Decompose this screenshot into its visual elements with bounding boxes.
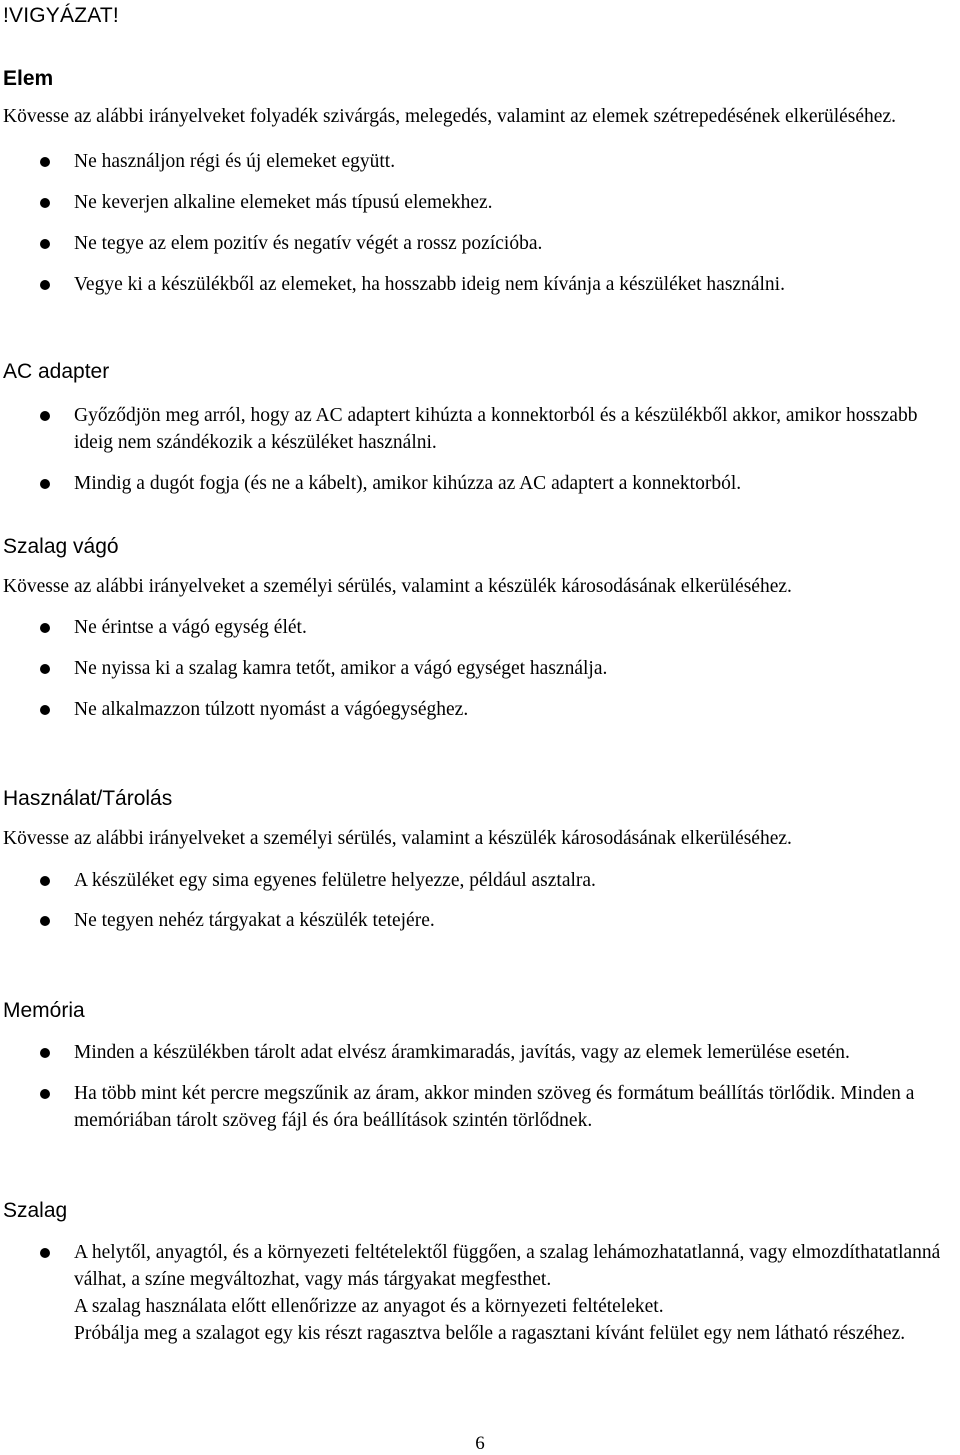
section-title: Szalag (3, 1199, 68, 1222)
section-elem (3, 65, 958, 298)
list-item: Ne nyissa ki a szalag kamra tetőt, amikor a vágó egységet használja. (3, 655, 958, 682)
list-item: A helytől, anyagtól, és a környezeti feltételektől függően, a szalag lehámozhatatlanná, vagy elmozdíthatatlanná válhat, a színe megváltozhat, vagy más tárgyakat megfesthet. A szalag használata előtt ellenőrizze az anyagot és a környezeti feltételeket. Próbálja meg a szalagot egy kis részt ragasztva belőle a ragasztani kívánt felület egy nem látható részéhez. (3, 1239, 958, 1347)
bullet-icon (40, 664, 50, 674)
list-item: Ne tegyen nehéz tárgyakat a készülék tetejére. (3, 907, 958, 934)
bullet-icon (40, 1048, 50, 1058)
list-item: Ne tegye az elem pozitív és negatív végét a rossz pozícióba. (3, 230, 958, 257)
bullet-icon (40, 876, 50, 886)
bullet-list (3, 1039, 958, 1134)
section-title: Elem (3, 67, 54, 90)
section-intro: Kövesse az alábbi irányelveket a személyi sérülés, valamint a készülék károsodásának elkerüléséhez. (3, 576, 792, 597)
bullet-icon (40, 157, 50, 167)
list-item: Ne használjon régi és új elemeket együtt. (3, 148, 958, 175)
bullet-list (3, 1239, 958, 1347)
list-item: Ne alkalmazzon túlzott nyomást a vágóegységhez. (3, 696, 958, 723)
list-item: Győződjön meg arról, hogy az AC adaptert kihúzta a konnektorból és a készülékből akkor, amikor hosszabb ideig nem szándékozik a készüléket használni. (3, 402, 958, 456)
section-intro: Kövesse az alábbi irányelveket a személyi sérülés, valamint a készülék károsodásának elkerüléséhez. (3, 828, 792, 849)
bullet-list (3, 402, 958, 497)
bullet-list (3, 867, 958, 934)
bullet-icon (40, 280, 50, 290)
section-title: Szalag vágó (3, 535, 119, 558)
list-item: Vegye ki a készülékből az elemeket, ha hosszabb ideig nem kívánja a készüléket használni. (3, 271, 958, 298)
section-memory (3, 997, 958, 1134)
section-intro: Kövesse az alábbi irányelveket folyadék szivárgás, melegedés, valamint az elemek szétrepedésének elkerüléséhez. (3, 106, 896, 127)
page-number: 6 (475, 1433, 485, 1454)
list-item: Mindig a dugót fogja (és ne a kábelt), amikor kihúzza az AC adaptert a konnektorból. (3, 470, 958, 497)
bullet-icon (40, 411, 50, 421)
bullet-icon (40, 623, 50, 633)
bullet-icon (40, 239, 50, 249)
section-usage-storage (3, 785, 958, 934)
section-title: Memória (3, 999, 85, 1022)
bullet-icon (40, 1248, 50, 1258)
section-ac-adapter (3, 358, 958, 497)
warning-heading: !VIGYÁZAT! (3, 4, 119, 27)
bullet-icon (40, 705, 50, 715)
list-item: Ne érintse a vágó egység élét. (3, 614, 958, 641)
list-item: Minden a készülékben tárolt adat elvész áramkimaradás, javítás, vagy az elemek lemerülése esetén. (3, 1039, 958, 1066)
bullet-list (3, 148, 958, 298)
section-tape (3, 1197, 958, 1347)
bullet-list (3, 614, 958, 723)
section-tape-cutter (3, 533, 958, 723)
bullet-icon (40, 198, 50, 208)
list-item: A készüléket egy sima egyenes felületre helyezze, például asztalra. (3, 867, 958, 894)
section-title: Használat/Tárolás (3, 787, 173, 810)
list-item: Ha több mint két percre megszűnik az áram, akkor minden szöveg és formátum beállítás törlődik. Minden a memóriában tárolt szöveg fájl és óra beállítások szintén törlődnek. (3, 1080, 958, 1134)
list-item: Ne keverjen alkaline elemeket más típusú elemekhez. (3, 189, 958, 216)
bullet-icon (40, 1089, 50, 1099)
section-title: AC adapter (3, 360, 110, 383)
bullet-icon (40, 916, 50, 926)
bullet-icon (40, 479, 50, 489)
